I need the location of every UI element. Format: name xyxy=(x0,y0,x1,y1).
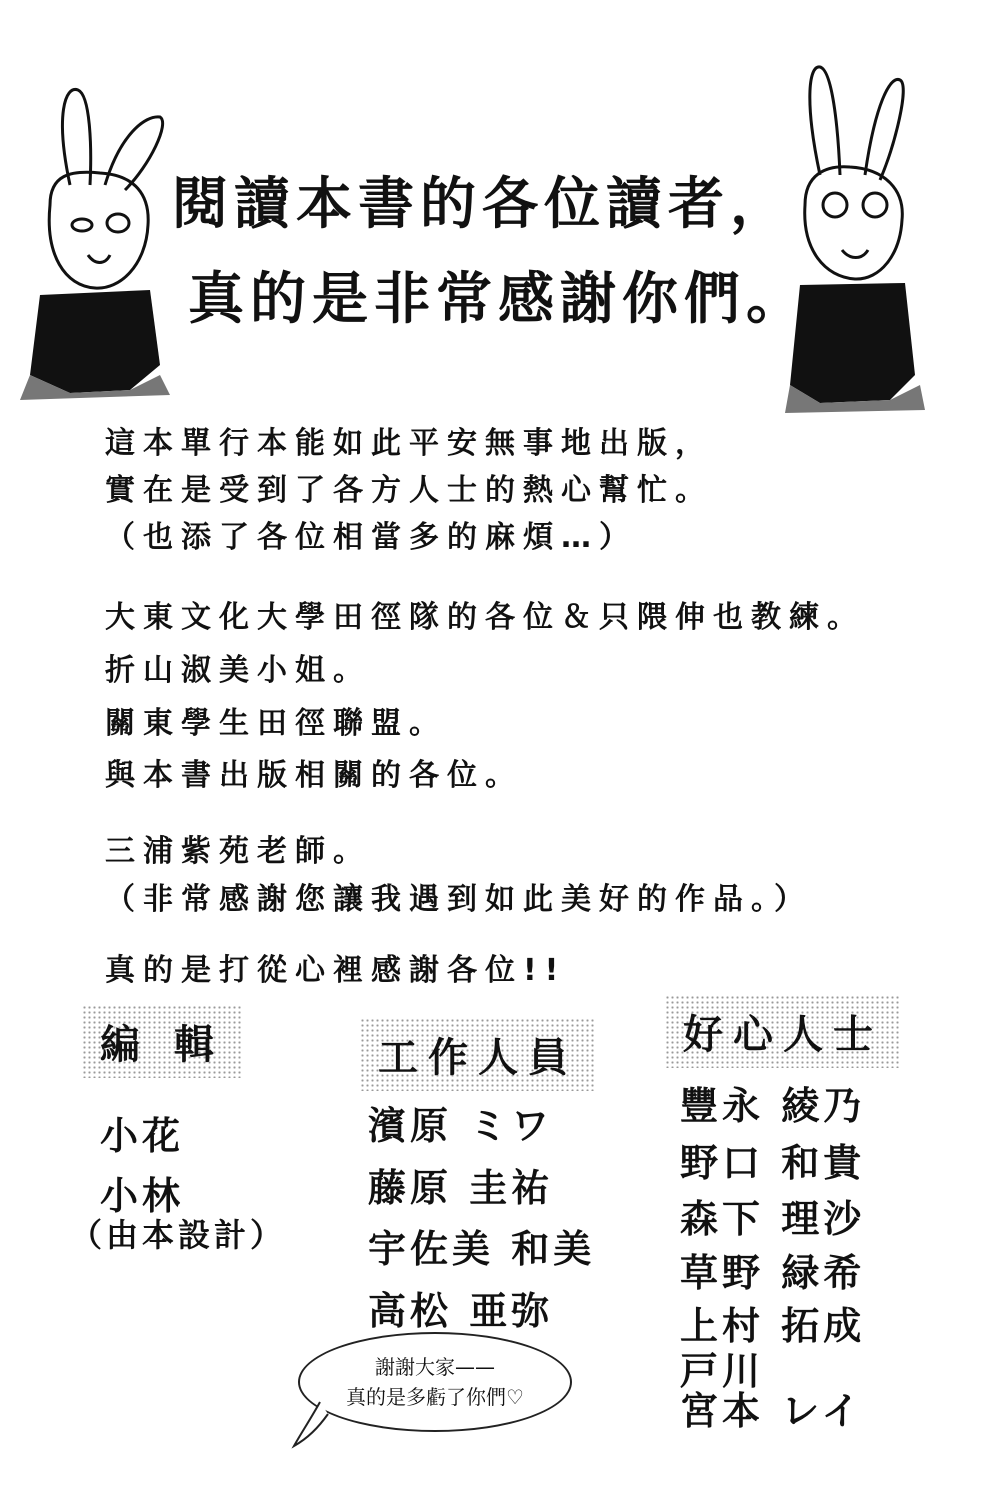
helper-name-1: 豐永 綾乃 xyxy=(680,1084,866,1128)
page-title-line-1: 閱讀本書的各位讀者， xyxy=(172,172,792,237)
body-line-10: 真的是打從心裡感謝各位!! xyxy=(105,953,567,988)
staff-name-3: 宇佐美 和美 xyxy=(368,1227,596,1271)
body-line-3: （也添了各位相當多的麻煩…） xyxy=(105,520,637,555)
staff-heading: 工作人員 xyxy=(360,1018,596,1091)
editor-name-2: 小林 xyxy=(100,1174,185,1218)
helper-name-3: 森下 理沙 xyxy=(680,1197,866,1241)
body-line-8: 三浦紫苑老師。 xyxy=(105,834,371,869)
staff-name-2: 藤原 圭祐 xyxy=(368,1166,554,1210)
bunny-character-left-illustration xyxy=(10,75,180,405)
staff-name-4: 高松 亜弥 xyxy=(368,1289,554,1333)
speech-bubble-line-2: 真的是多虧了你們♡ xyxy=(346,1385,524,1409)
page-title-line-2: 真的是非常感謝你們。 xyxy=(188,267,808,332)
body-line-6: 關東學生田徑聯盟。 xyxy=(105,706,447,741)
helper-name-6: 戸川 xyxy=(680,1349,765,1393)
body-line-7: 與本書出版相關的各位。 xyxy=(105,758,523,793)
editor-name-3: （由本設計） xyxy=(70,1216,287,1254)
speech-bubble-tail xyxy=(290,1400,330,1450)
helper-name-5: 上村 拓成 xyxy=(680,1304,866,1348)
helper-name-2: 野口 和貴 xyxy=(680,1141,866,1185)
body-line-1: 這本單行本能如此平安無事地出版， xyxy=(105,426,713,461)
staff-name-1: 濱原 ミワ xyxy=(368,1104,554,1148)
helper-name-4: 草野 緑希 xyxy=(680,1251,866,1295)
editor-name-1: 小花 xyxy=(100,1114,185,1158)
editors-heading: 編 輯 xyxy=(82,1005,242,1078)
body-line-5: 折山淑美小姐。 xyxy=(105,653,371,688)
body-line-2: 實在是受到了各方人士的熱心幫忙。 xyxy=(105,473,713,508)
speech-bubble-line-1: 謝謝大家—— xyxy=(375,1355,495,1379)
speech-bubble xyxy=(298,1332,572,1432)
helper-name-7: 宮本 レイ xyxy=(680,1389,864,1433)
bunny-character-right-illustration xyxy=(780,55,930,415)
body-line-4: 大東文化大學田徑隊的各位＆只隈伸也教練。 xyxy=(105,600,865,635)
helpers-heading: 好心人士 xyxy=(665,995,901,1068)
body-line-9: （非常感謝您讓我遇到如此美好的作品。） xyxy=(105,882,812,917)
